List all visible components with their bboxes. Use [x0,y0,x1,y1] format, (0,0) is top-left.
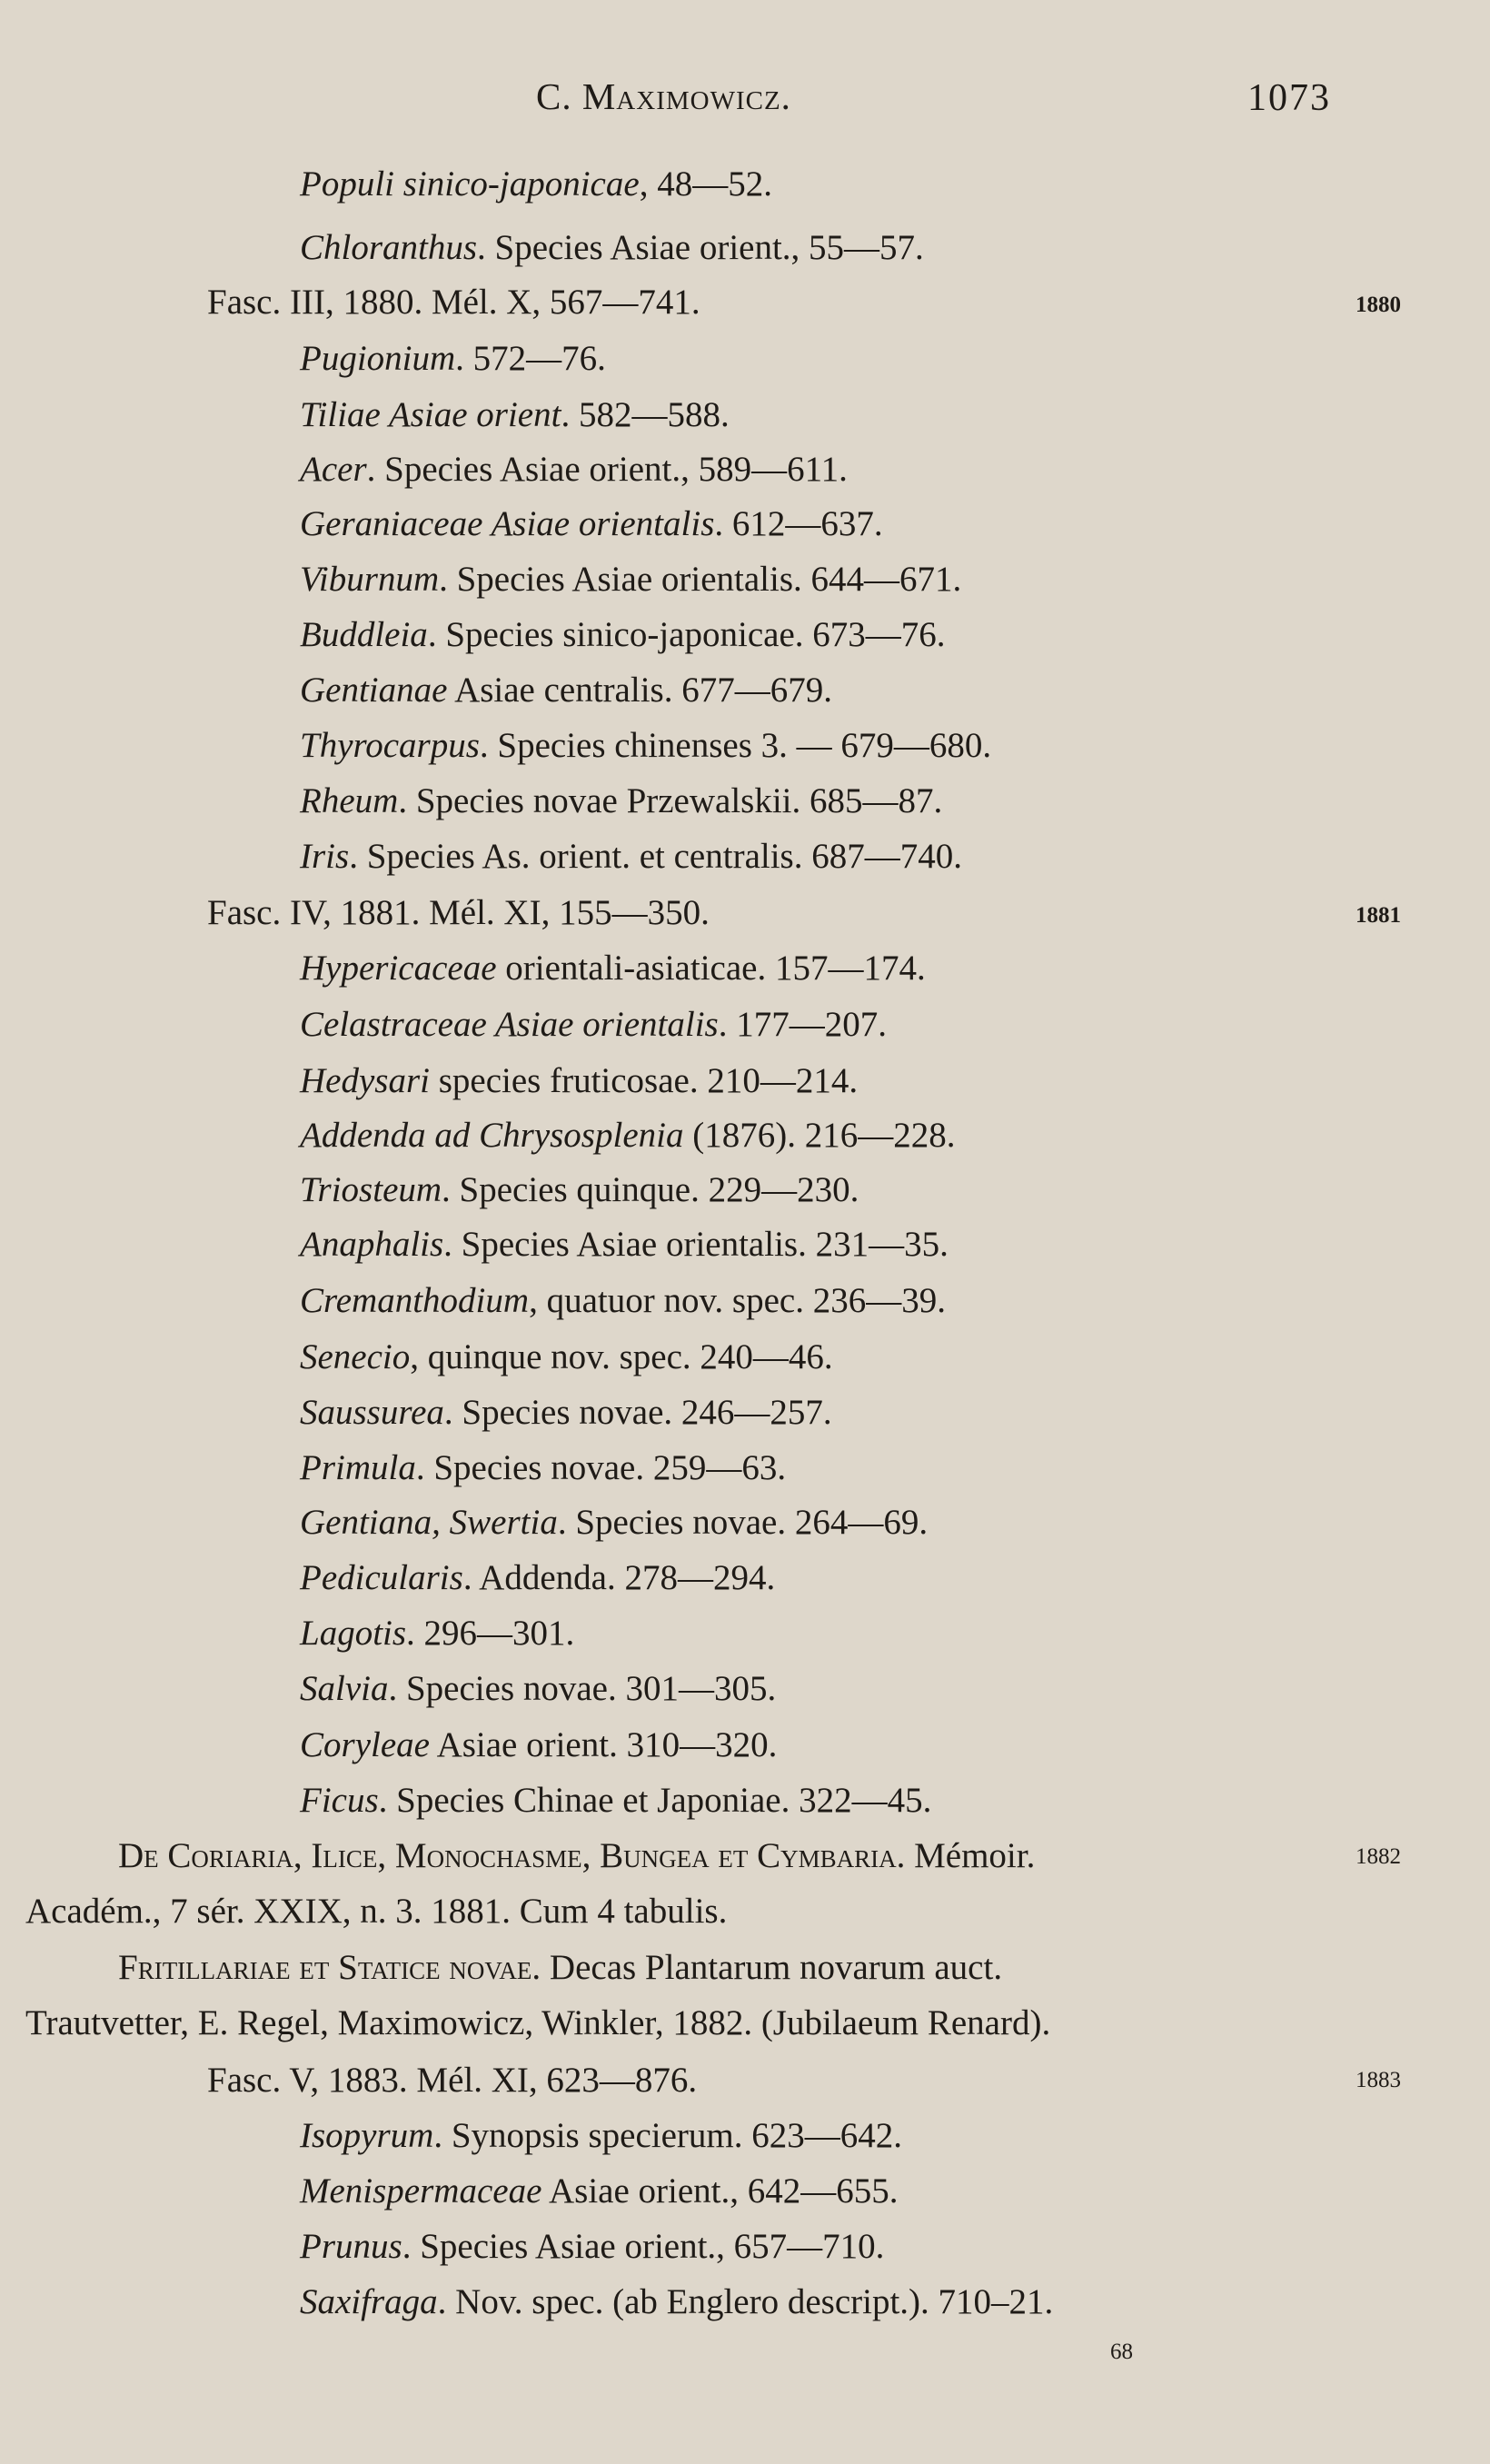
fascicle-heading: Fasc. III, 1880. Mél. X, 567—741. [207,283,700,322]
entry-line: Anaphalis. Species Asiae orientalis. 231—35. [300,1225,949,1264]
margin-year: 1880 [1356,293,1401,317]
entry-line: Menispermaceae Asiae orient., 642—655. [300,2171,899,2211]
entry-line: Gentianae Asiae centralis. 677—679. [300,671,832,710]
entry-line: Hedysari species fruticosae. 210—214. [300,1061,859,1100]
entry-line: Ficus. Species Chinae et Japoniae. 322—45. [300,1781,932,1820]
entry-line: Pedicularis. Addenda. 278—294. [300,1558,776,1597]
entry-line: Addenda ad Chrysosplenia (1876). 216—228. [300,1116,956,1155]
margin-year: 1882 [1356,1844,1401,1869]
entry-line: Thyrocarpus. Species chinenses 3. — 679—680. [300,726,992,765]
entry-line: Cremanthodium, quatuor nov. spec. 236—39. [300,1281,946,1320]
entry-line: Viburnum. Species Asiae orientalis. 644—671. [300,560,962,599]
entry-line: Triosteum. Species quinque. 229—230. [300,1170,859,1209]
page-number: 1073 [1247,77,1331,119]
fascicle-heading: Fasc. V, 1883. Mél. XI, 623—876. [207,2061,698,2100]
entry-line: Saxifraga. Nov. spec. (ab Englero descript.). 710–21. [300,2282,1054,2321]
entry-line: Pugionium. 572—76. [300,339,606,378]
entry-line: Acer. Species Asiae orient., 589—611. [300,450,848,489]
entry-line: Lagotis. 296—301. [300,1614,575,1653]
publication-entry-continued: Académ., 7 sér. XXIX, n. 3. 1881. Cum 4 tabulis. [25,1892,728,1931]
entry-line: Isopyrum. Synopsis specierum. 623—642. [300,2116,902,2155]
entry-line: Tiliae Asiae orient. 582—588. [300,395,730,434]
entry-line: Rheum. Species novae Przewalskii. 685—87. [300,781,943,820]
entry-line: Hypericaceae orientali-asiaticae. 157—174. [300,949,926,988]
margin-year: 1881 [1356,903,1401,928]
entry-line: Primula. Species novae. 259—63. [300,1448,787,1487]
entry-line: Buddleia. Species sinico-japonicae. 673—76. [300,615,946,654]
entry-line: Senecio, quinque nov. spec. 240—46. [300,1337,833,1376]
entry-line: Chloranthus. Species Asiae orient., 55—57. [300,228,924,267]
entry-line: Coryleae Asiae orient. 310—320. [300,1725,778,1764]
entry-line: Iris. Species As. orient. et centralis. 687—740. [300,837,962,876]
entry-line: Gentiana, Swertia. Species novae. 264—69. [300,1503,929,1542]
running-head: C. Maximowicz. [536,75,791,117]
entry-line: Salvia. Species novae. 301—305. [300,1669,777,1708]
entry-line: Prunus. Species Asiae orient., 657—710. [300,2227,885,2266]
entry-line: Celastraceae Asiae orientalis. 177—207. [300,1005,887,1044]
fascicle-heading: Fasc. IV, 1881. Mél. XI, 155—350. [207,893,710,932]
publication-entry-continued: Trautvetter, E. Regel, Maximowicz, Winkler, 1882. (Jubilaeum Renard). [25,2003,1051,2042]
entry-line: Saussurea. Species novae. 246—257. [300,1393,832,1432]
publication-entry: De Coriaria, Ilice, Monochasme, Bungea et Cymbaria. Mémoir. [118,1836,1036,1875]
margin-year: 1883 [1356,2068,1401,2092]
entry-line: Geraniaceae Asiae orientalis. 612—637. [300,504,883,543]
entry-line: Populi sinico-japonicae, 48—52. [300,164,772,204]
signature-mark: 68 [1110,2340,1133,2364]
publication-entry: Fritillariae et Statice novae. Decas Plantarum novarum auct. [118,1948,1003,1987]
